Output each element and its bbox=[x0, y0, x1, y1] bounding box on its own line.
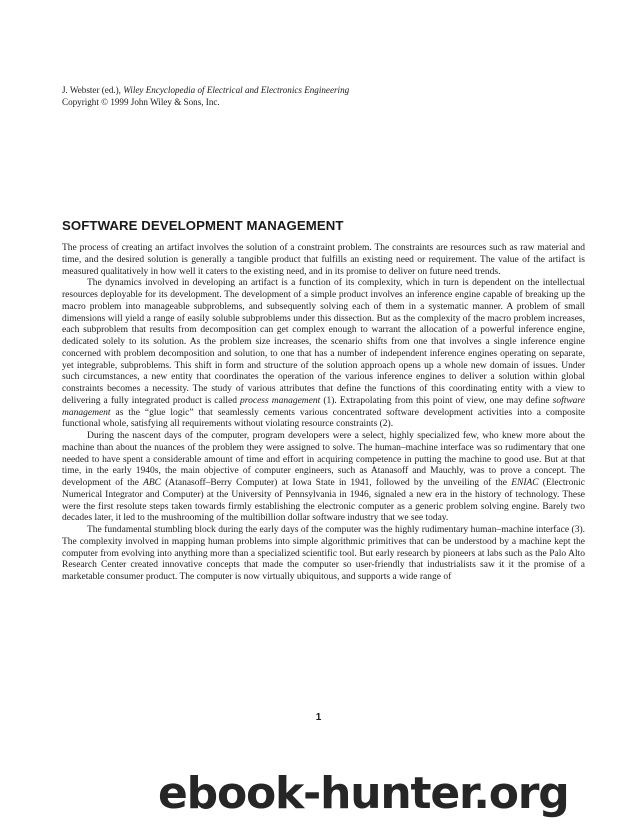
paragraph-2-text-c: as the “glue logic” that seamlessly cements various concentrated software development activities into a composite functional whole, satisfying all requirements without violating resource constraints (2). bbox=[62, 407, 585, 430]
abc-term: ABC bbox=[143, 478, 162, 488]
paragraph-3-text-c: (Electronic Numerical Integrator and Computer) at the University of Pennsylvania in 1946, signaled a new era in the history of technology. These were the first resolute steps taken towards firmly establishing the electronic computer as a generic problem solving engine. Barely two decades later, it led to the mushrooming of the multibillion dollar software industry that we see today. bbox=[62, 478, 586, 524]
citation-line bbox=[62, 85, 349, 97]
paragraph-3-text-a: During the nascent days of the computer, program developers were a select, highly specialized few, who knew more about the machine than about the nuances of the problem they were assigned to solve. The human–machine interface was so rudimentary that one needed to have spent a considerable amount of time and effort in acquiring competence in putting the machine to good use. But at that time, in the early 1940s, the main objective of computer engineers, such as Atanasoff and Mauchly, was to prove a concept. The development of the bbox=[62, 431, 585, 488]
paragraph-3 bbox=[62, 431, 585, 525]
encyclopedia-title: Wiley Encyclopedia of Electrical and Electronics Engineering bbox=[123, 85, 350, 95]
process-management-term: process management bbox=[240, 395, 321, 406]
paragraph-4: The fundamental stumbling block during the early days of the computer was the highly rudimentary human–machine interface (3). The complexity involved in mapping human problems into simple algorithmic primitives that can be understood by a machine kept the computer from evolving into anything more than a specialized scientific tool. But early research by pioneers at labs such as the Palo Alto Research Center created innovative concepts that made the computer so user-friendly that industrialists saw it it the promise of a marketable consumer product. The computer is now virtually ubiquitous, and supports a wide range of bbox=[62, 525, 585, 582]
paragraph-2-text-b: (1). Extrapolating from this point of view, one may define bbox=[320, 395, 553, 406]
paragraph-1: The process of creating an artifact involves the solution of a constraint problem. The constraints are resources such as raw material and time, and the desired solution is generally a tangible product that fulfills an existing need or requirement. The value of the artifact is measured qualitatively in how well it caters to the existing need, and in its promise to deliver on future need trends. bbox=[62, 243, 585, 277]
article-title: SOFTWARE DEVELOPMENT MANAGEMENT bbox=[62, 218, 344, 233]
citation-header bbox=[62, 85, 349, 108]
paragraph-2-text-a: The dynamics involved in developing an artifact is a function of its complexity, which in turn is dependent on the intellectual resources deployable for its development. The development of a simple product involves an inference engine capable of breaking up the macro problem into manageable subproblems, and subsequently solving each of them in a systematic manner. A problem of small dimensions will yield a range of easily soluble subproblems under this dissection. But as the complexity of the macro problem increases, each subproblem that results from decomposition can get complex enough to warrant the allocation of a powerful inference engine, dedicated solely to its solution. As the problem size increases, the scenario shifts from one that involves a single inference engine concerned with problem decomposition and solution, to one that has a number of independent inference engines operating on separate, yet integrable, subproblems. This shift in form and structure of the solution approach opens up a whole new domain of issues. Under such circumstances, a new entity that coordinates the operation of the various inference engines to deliver a solution within global constraints becomes a necessity. The study of various attributes that define the functions of this coordinating entity with a view to delivering a fully integrated product is called bbox=[62, 278, 585, 406]
copyright-line: Copyright © 1999 John Wiley & Sons, Inc. bbox=[62, 96, 220, 107]
paragraph-2 bbox=[62, 278, 585, 431]
page-number: 1 bbox=[315, 712, 322, 723]
watermark: ebook-hunter.org bbox=[158, 768, 569, 819]
article-body bbox=[62, 243, 585, 584]
eniac-term: ENIAC bbox=[511, 478, 539, 488]
citation-prefix: J. Webster (ed.), bbox=[62, 85, 124, 95]
paragraph-3-text-b: (Atanasoff–Berry Computer) at Iowa State in 1941, followed by the unveiling of the bbox=[161, 478, 512, 488]
software-management-term: software management bbox=[62, 395, 585, 418]
